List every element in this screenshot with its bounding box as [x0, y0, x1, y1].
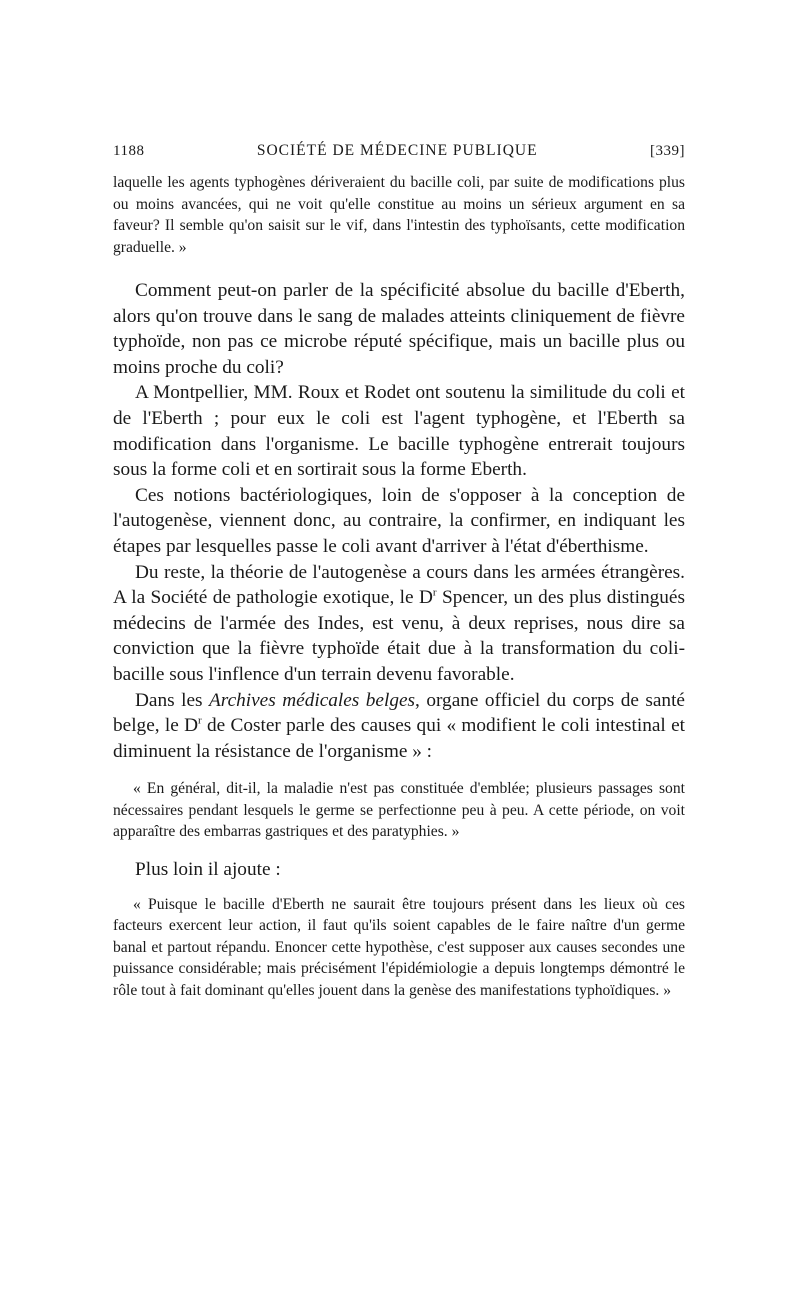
spencer-text-after: Spencer, un des plus distingués médecins de l'armée des Indes, est venu, à deux reprises, nous dire sa conviction que la fièvre typhoïde était due à la transformation du coli-bacille sous l'inflence d'un terrain devenu favorable. [113, 587, 685, 685]
paragraph-notions: Ces notions bactériologiques, loin de s'opposer à la conception de l'autogenèse, viennent donc, au contraire, la confirmer, en indiquant les étapes par lesquelles passe le coli avant d'arriver à l'état d'éberthisme. [113, 484, 685, 557]
coster-text-after: de Coster parle des causes qui « modifient le coli intestinal et diminuent la résistance de l'organisme » : [113, 715, 685, 762]
coster-sup: r [198, 714, 202, 727]
paragraph-montpellier: A Montpellier, MM. Roux et Rodet ont soutenu la similitude du coli et de l'Eberth ; pour eux le coli est l'agent typhogène, et l'Eberth sa modification dans l'organisme. Le bacille typhogène entrerait toujours sous la forme coli et en sortirait sous la forme Eberth. [113, 382, 685, 481]
continuation-quote-text: laquelle les agents typhogènes dériveraient du bacille coli, par suite de modifications plus ou moins avancées, qui ne voit qu'elle constitue au moins un sérieux argument en sa faveur? Il semble qu'on saisit sur le vif, dans l'intestin des typhoïsants, cette modification graduelle. » [113, 174, 685, 256]
plus-loin-line: Plus loin il ajoute : [135, 858, 281, 880]
main-body [113, 278, 685, 764]
quote-block-2 [113, 894, 685, 1002]
quote-block-1 [113, 778, 685, 843]
section-number: [339] [649, 143, 685, 159]
journal-title: SOCIÉTÉ DE MÉDECINE PUBLIQUE [256, 142, 538, 159]
spencer-text-before: Du reste, la théorie de l'autogenèse a cours dans les armées étrangères. A la Société de pathologie exotique, le D [113, 561, 685, 609]
quote-2-text: « Puisque le bacille d'Eberth ne saurait être toujours présent dans les lieux où ces facteurs exercent leur action, il faut qu'ils soient capables de le faire naître d'un germe banal et partout répandu. Enoncer cette hypothèse, c'est supposer aux causes secondes une puissance considérable; mais précisément l'épidémiologie a depuis longtemps démontré le rôle tout à fait dominant qu'elles jouent dans la genèse des manifestations typhoïdiques. » [113, 895, 685, 999]
paragraph-coster [113, 688, 685, 765]
paragraph-spencer [113, 560, 685, 688]
coster-text-middle: , organe officiel du corps de santé belge, le D [113, 689, 685, 737]
coster-journal-title: Archives médicales belges [209, 689, 416, 711]
coster-text-before: Dans les [135, 689, 209, 711]
document-page [113, 142, 685, 1001]
quote-1-text: « En général, dit-il, la maladie n'est pas constituée d'emblée; plusieurs passages sont nécessaires pendant lesquels le germe se perfectionne peu à peu. A cette période, on voit apparaître des embarras gastriques et des paratyphies. » [113, 780, 685, 841]
page-number: 1188 [113, 143, 145, 159]
running-header [113, 142, 685, 160]
continuation-quote [113, 172, 685, 258]
spencer-sup: r [432, 586, 437, 599]
paragraph-specificite: Comment peut-on parler de la spécificité absolue du bacille d'Eberth, alors qu'on trouve dans le sang de malades atteints cliniquement de fièvre typhoïde, non pas ce microbe réputé spécifique, mais un bacille plus ou moins proche du coli? [113, 280, 685, 378]
